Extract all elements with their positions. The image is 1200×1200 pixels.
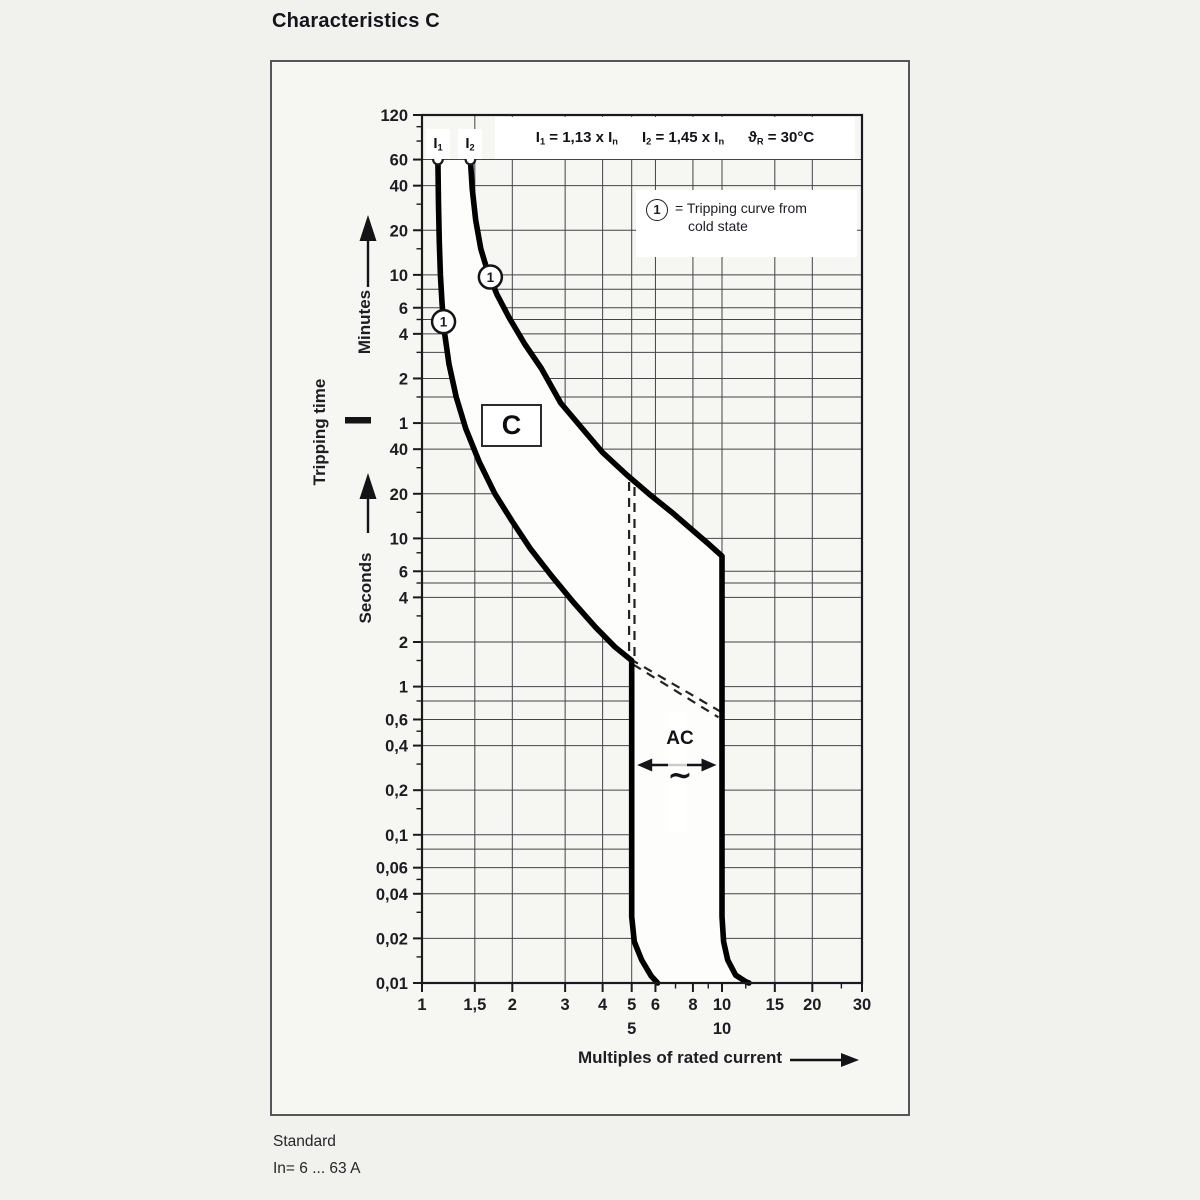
y-tick-label: 40 <box>389 177 408 196</box>
minutes-seconds-divider <box>345 417 371 424</box>
up-arrow-icon <box>360 473 377 499</box>
formula-2: $I_2 = 1,45$ x $I_n$ <box>641 129 725 147</box>
ac-range-label: AC <box>666 728 694 749</box>
y-tick-label: 20 <box>389 222 408 241</box>
y-axis-unit-minutes: Minutes <box>355 289 374 355</box>
curve-number-text: 1 <box>486 269 495 285</box>
y-tick-label: 4 <box>398 325 408 344</box>
x-tick-label: 5 <box>627 996 637 1014</box>
y-tick-label: 120 <box>380 107 408 125</box>
curve-number-text: 1 <box>439 314 448 330</box>
right-arrow-icon <box>841 1053 859 1067</box>
y-tick-label: 0,04 <box>375 885 408 904</box>
x-tick-label: 4 <box>598 996 608 1014</box>
y-tick-label: 0,4 <box>385 737 408 756</box>
y-tick-label: 10 <box>389 266 408 285</box>
chart-panel <box>270 60 910 1116</box>
x-tick-label: 20 <box>803 996 822 1014</box>
y-axis-unit-seconds: Seconds <box>356 552 375 624</box>
x-tick-label: 3 <box>560 996 570 1014</box>
y-tick-label: 0,02 <box>375 930 408 949</box>
y-tick-label: 4 <box>398 589 408 608</box>
legend-entry <box>636 190 857 236</box>
y-tick-label: 0,2 <box>385 782 408 801</box>
curve-label-i2: $I_2$ <box>458 129 482 159</box>
y-tick-label: 6 <box>398 299 408 318</box>
x-tick-label: 6 <box>650 996 661 1014</box>
y-tick-label: 1 <box>398 678 408 697</box>
y-tick-label: 6 <box>398 563 408 582</box>
up-arrow-icon <box>360 215 377 241</box>
x-sub-label: 5 <box>627 1020 637 1038</box>
curve-label-i1: $I_1$ <box>426 129 450 159</box>
y-tick-label: 40 <box>389 441 408 460</box>
y-tick-label: 0,1 <box>385 826 408 845</box>
x-tick-label: 1,5 <box>463 996 487 1014</box>
legend-curve-number-icon: 1 <box>646 199 668 221</box>
formula-1: $I_1 = 1,13$ x $I_n$ <box>535 129 618 147</box>
x-tick-label: 1 <box>417 996 427 1014</box>
y-tick-label: 1 <box>398 415 408 434</box>
y-tick-label: 0,01 <box>375 975 408 993</box>
y-tick-label: 2 <box>398 633 408 652</box>
footer-rated-current-range: In= 6 ... 63 A <box>273 1160 361 1177</box>
formula-3: $ϑ_R = 30^\circ C$ <box>748 129 815 147</box>
x-tick-label: 8 <box>688 996 698 1014</box>
legend-text-line1: = Tripping curve from <box>675 200 807 216</box>
x-tick-label: 10 <box>712 996 732 1014</box>
characteristic-zone-label: C <box>481 404 542 447</box>
y-axis-title: Tripping time <box>310 378 329 486</box>
page-title: Characteristics C <box>272 10 440 32</box>
x-tick-label: 2 <box>507 996 517 1014</box>
y-tick-label: 0,06 <box>375 859 408 878</box>
x-tick-label: 30 <box>852 996 872 1014</box>
y-tick-label: 60 <box>389 151 408 170</box>
legend-text <box>675 199 807 236</box>
y-tick-label: 0,6 <box>385 711 408 730</box>
rating-formula-box <box>495 117 855 159</box>
x-axis-title: Multiples of rated current <box>577 1048 782 1067</box>
x-sub-label: 10 <box>712 1020 732 1038</box>
footer-standard: Standard <box>273 1133 336 1150</box>
y-tick-label: 20 <box>389 485 408 504</box>
legend-text-line2: cold state <box>688 218 748 235</box>
x-tick-label: 15 <box>765 996 785 1014</box>
legend-box <box>636 190 857 257</box>
y-tick-label: 2 <box>398 370 408 389</box>
y-tick-label: 10 <box>389 530 408 549</box>
ac-wave-symbol: ∼ <box>667 759 693 792</box>
